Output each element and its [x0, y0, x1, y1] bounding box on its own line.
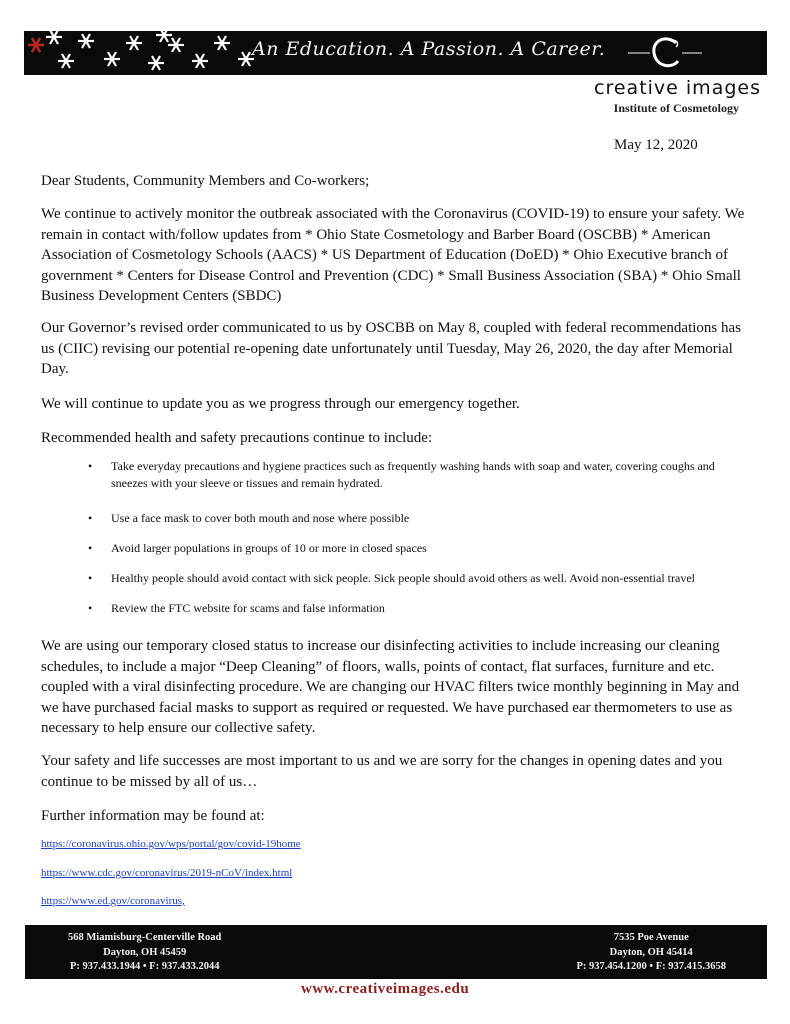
list-item: • Avoid larger populations in groups of 10 or more in closed spaces: [88, 540, 748, 557]
list-item: • Review the FTC website for scams and false information: [88, 600, 748, 617]
address-left-street: 568 Miamisburg-Centerville Road: [68, 932, 222, 943]
snowflake-pattern-icon: [24, 31, 264, 75]
link-ed-coronavirus[interactable]: https://www.ed.gov/coronavirus,: [41, 895, 185, 907]
paragraph-precautions-intro: Recommended health and safety precautions continue to include:: [41, 430, 433, 446]
address-right-phone: P: 937.454.1200 • F: 937.415.3658: [576, 961, 726, 972]
address-right-city: Dayton, OH 45414: [609, 946, 693, 958]
brand-subtitle: Institute of Cosmetology: [613, 101, 739, 115]
letter-date: May 12, 2020: [614, 137, 698, 153]
address-left-city: Dayton, OH 45459: [103, 946, 187, 958]
paragraph-closing: Your safety and life successes are most important to us and we are sorry for the changes in opening dates and you continue to be missed by all of us…: [41, 753, 723, 790]
list-item: • Take everyday precautions and hygiene practices such as frequently washing hands with soap and water, covering coughs and sneezes with your sleeve or tissues and remain hydrated.: [88, 458, 748, 492]
paragraph-disinfecting: We are using our temporary closed status to increase our disinfecting activities to include increasing our cleaning schedules, to include a major “Deep Cleaning” of floors, walls, points of contact, flat surfaces, furniture and etc. coupled with a viral disinfecting procedure. We are changing our HVAC filters twice monthly beginning in May and we have purchased facial masks to support as required or requested. We have purchased ear thermometers to use as necessary to help ensure our collective safety.: [41, 638, 740, 736]
list-item: • Healthy people should avoid contact with sick people. Sick people should avoid others as well. Avoid non-essential travel: [88, 570, 748, 587]
address-right-street: 7535 Poe Avenue: [613, 932, 689, 943]
paragraph-updates: We will continue to update you as we progress through our emergency together.: [41, 396, 520, 412]
footer-address-bar: [25, 925, 767, 979]
salutation: Dear Students, Community Members and Co-workers;: [41, 173, 370, 189]
precautions-list: [88, 458, 748, 630]
list-item: • Use a face mask to cover both mouth and nose where possible: [88, 510, 748, 527]
address-right: [577, 931, 727, 975]
link-cdc-coronavirus[interactable]: https://www.cdc.gov/coronavirus/2019-nCoV/index.html: [41, 867, 293, 879]
tagline: An Education. A Passion. A Career.: [252, 38, 606, 60]
address-left-phone: P: 937.433.1944 • F: 937.433.2044: [69, 961, 220, 972]
address-left: [68, 931, 221, 975]
paragraph-monitoring: We continue to actively monitor the outbreak associated with the Coronavirus (COVID-19) to ensure your safety. We remain in contact with/follow updates from * Ohio State Cosmetology and Barber Board (OSCBB) * American Association of Cosmetology Schools (AACS) * US Department of Education (DoED) * Ohio Executive branch of government * Centers for Disease Control and Prevention (CDC) * Small Business Association (SBA) * Ohio Small Business Development Centers (SBDC): [41, 206, 745, 304]
paragraph-further-info: Further information may be found at:: [41, 808, 265, 824]
script-c-logo-icon: [624, 31, 704, 75]
link-ohio-coronavirus[interactable]: https://coronavirus.ohio.gov/wps/portal/gov/covid-19home: [41, 838, 301, 850]
website-link[interactable]: www.creativeimages.edu: [301, 981, 470, 997]
paragraph-reopening: Our Governor’s revised order communicated to us by OSCBB on May 8, coupled with federal recommendations has us (CIIC) revising our potential re-opening date unfortunately until Tuesday, May 26, 2020, the day after Memorial Day.: [41, 320, 741, 377]
brand-name: creative images: [594, 77, 761, 99]
